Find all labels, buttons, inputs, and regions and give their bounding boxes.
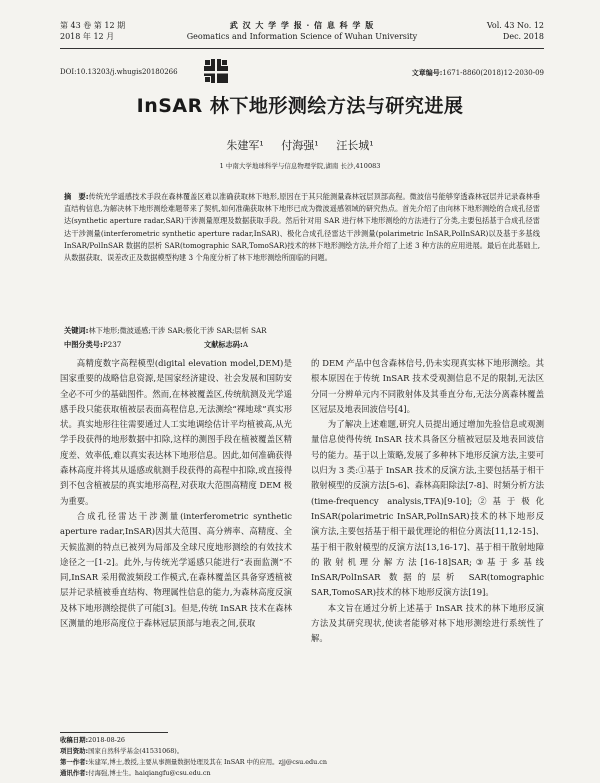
doi[interactable]: DOI:10.13203/j.whugis20180266 [60, 68, 178, 76]
keywords [64, 325, 540, 337]
journal-name-en: Geomatics and Information Science of Wuhan University [186, 32, 418, 41]
document-code [204, 339, 248, 351]
qr-code-icon[interactable] [204, 59, 228, 83]
header-right [487, 20, 544, 42]
header-center [60, 20, 544, 42]
footnote-received: 收稿日期:2018-08-26 [60, 736, 125, 744]
date-en: Dec. 2018 [502, 32, 544, 41]
body-paragraph: 本文旨在通过分析上述基于 InSAR 技术的林下地形反演方法及其研究现状,使读者能够对林下地形测绘进行系统性了解。 [311, 602, 544, 644]
abstract [64, 191, 540, 264]
body-paragraph: 合成孔径雷达干涉测量(interferometric synthetic aperture radar,InSAR)因其大范围、高分辨率、高精度、全天候监测的特点已被列为局部及全球尺度地形测绘的有效技术途径之一[1-2]。此外,与传统光学遥感只能进行“表面监测”不同,InSAR 采用微波频段工作模式,在森林覆盖区具备穿透植被层并记录植被垂直结构、物理属性信息的能力,为森林高度反演及林下地形测绘提供了可能[3]。但是,传统 InSAR 技术在森林区测量的地形高度位于森林冠层顶部与地表之间,获取 [60, 510, 292, 629]
clc-label: 中图分类号: [64, 340, 103, 349]
footnote-first-author: 第一作者:朱建军,博士,教授,主要从事测量数据处理及其在 InSAR 中的应用。zjj@csu.edu.cn [60, 758, 327, 766]
author-list [0, 137, 600, 153]
body-column-left [60, 356, 292, 631]
volume-en: Vol. 43 No. 12 [486, 21, 544, 30]
keywords-label: 关键词: [64, 326, 89, 335]
volume-cn: 第 43 卷 第 12 期 [60, 21, 126, 30]
body-paragraph: 高精度数字高程模型(digital elevation model,DEM)是国家重要的战略信息资源,是国家经济建设、社会发展和国防安全必不可少的基础图件。然而,在林被覆盖区,传统航测及光学遥感手段只能获取植被层表面高程信息,无法测绘“裸地球”真实形状。真实地形往往需要通过人工实地调绘估计平均植被高,从光学手段获得的地形数据中扣除,这样的测图手段在植被覆盖区精度差、效率低,难以真实表达林下地形信息。因此,如何准确获得森林高度并将其从遥感或航测手段获得的高程中扣除,或直接得到不包含植被层的真实地形高程,对获取大范围高精度 DEM 极为重要。 [60, 358, 292, 506]
author: 朱建军¹ [226, 139, 264, 152]
date-cn: 2018 年 12 月 [60, 32, 115, 41]
abstract-label: 摘 要: [64, 192, 89, 201]
body-paragraph: 的 DEM 产品中包含森林信号,仍未实现真实林下地形测绘。其根本原因在于传统 InSAR 技术受观测信息不足的限制,无法区分同一分辨单元内不同散射体及其垂直分布,无法分离森林覆盖区冠层及地表回波信号[4]。 [311, 358, 544, 414]
footnote-corresponding-author: 通讯作者:付海强,博士生。haiqiangfu@csu.edu.cn [60, 769, 211, 777]
body-column-right [311, 356, 544, 647]
journal-name-cn: 武 汉 大 学 学 报 · 信 息 科 学 版 [229, 20, 375, 30]
article-number-value: 1671-8860(2018)12-2030-09 [442, 69, 544, 77]
article-number [412, 68, 544, 78]
affiliation: 1 中南大学地球科学与信息物理学院,湖南 长沙,410083 [219, 162, 381, 170]
clc-value: P237 [102, 340, 122, 349]
body-paragraph: 为了解决上述难题,研究人员提出通过增加先验信息或观测量信息使得传统 InSAR 技术具备区分植被冠层及地表回波信号的能力。基于以上策略,发展了多种林下地形反演方法,主要可以归为 3 类:①基于 InSAR 技术的反演方法,主要包括基于相干散射模型的反演方法[5-6]、森林高阳除法[7-8]、时频分析方法(time-frequency analysis,TFA)[9-10];②基于极化 InSAR(polarimetric InSAR,PolInSAR)技术的林下地形反演方法,主要包括基于相干最优理论的相位分离法[11,12-15]、基于相干散射模型的反演方法[13,16-17]、基于相干散射地障的散射机理分解方法[16-18]SAR;③基于多基线 InSAR/PolInSAR 数据的层析 SAR(tomographic SAR,TomoSAR)技术的林下地形反演方法[19]。 [311, 419, 544, 598]
footnotes [60, 735, 544, 779]
keywords-text: 林下地形;微波遥感;干涉 SAR;极化干涉 SAR;层析 SAR [88, 326, 267, 335]
footnote-funding: 项目资助:国家自然科学基金(41531068)。 [60, 747, 184, 755]
author: 付海强¹ [281, 139, 319, 152]
paper-title: InSAR 林下地形测绘方法与研究进展 [136, 95, 464, 117]
doc-label: 文献标志码: [204, 340, 243, 349]
doc-value: A [242, 340, 249, 349]
author: 汪长城¹ [336, 139, 374, 152]
article-number-label: 文章编号: [411, 68, 443, 77]
footnote-rule [60, 732, 168, 733]
classification [64, 339, 540, 351]
header-rule [60, 48, 544, 49]
abstract-text: 传统光学遥感技术手段在森林覆盖区难以准确获取林下地形,原因在于其只能测量森林冠层顶部高程。微波信号能够穿透森林冠层并记录森林垂直结构信息,为解决林下地形测绘难题带来了契机,如何准确获取林下地形已成为微波遥感领域的研究热点。首先介绍了由向林下地形测绘的合成孔径雷达(synthetic aperture radar,SAR)干涉测量原理及数据获取手段。然后针对用 SAR 进行林下地形测绘的方法进行了分类,主要包括基于合成孔径雷达干涉测量(interferometric synthetic aperture radar,InSAR)、极化合成孔径雷达干涉测量(polarimetric InSAR,PolInSAR)以及基于多基线 InSAR/PolInSAR 数据的层析 SAR(tomographic SAR,TomoSAR)技术的林下地形测绘方法,并介绍了上述 3 种方法的应用进展。最后在此基础上,从数据获取、误差改正及数据模型构建 3 个角度分析了林下地形测绘所面临的问题。 [64, 192, 541, 263]
doi-row [60, 68, 544, 80]
